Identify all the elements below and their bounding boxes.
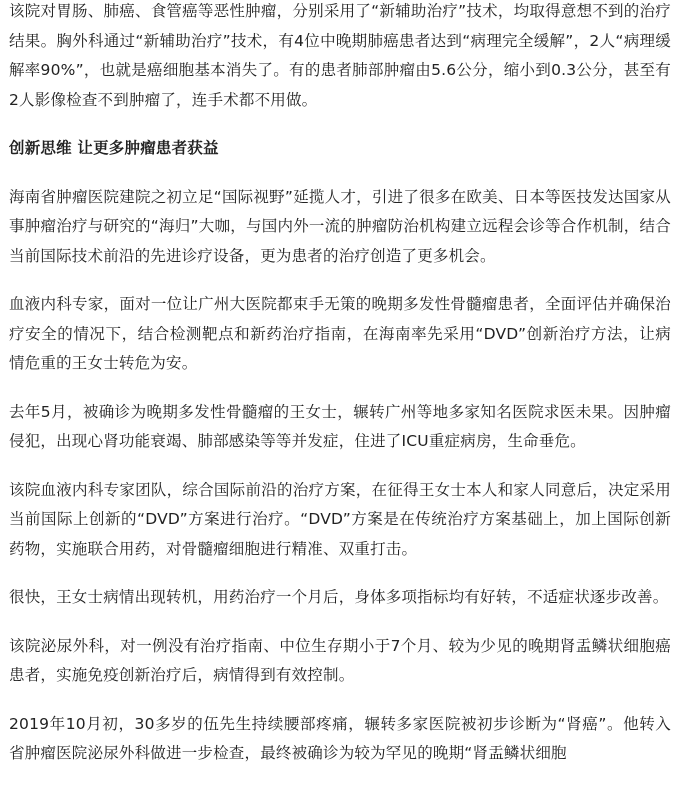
paragraph-treatment-plan: 该院血液内科专家团队，综合国际前沿的治疗方案，在征得王女士本人和家人同意后，决定采用当前国际上创新的“DVD”方案进行治疗。“DVD”方案是在传统治疗方案基础上，加上国际创新药物，实施联合用药，对骨髓瘤细胞进行精准、双重打击。	[9, 480, 671, 558]
paragraph-case-wu: 2019年10月初，30多岁的伍先生持续腰部疼痛，辗转多家医院被初步诊断为“肾癌”。他转入省肿瘤医院泌尿外科做进一步检查，最终被确诊为较为罕见的晚期“肾盂鳞状细胞	[9, 714, 671, 762]
section-heading: 创新思维 让更多肿瘤患者获益	[9, 139, 219, 157]
paragraph-patient-history: 去年5月，被确诊为晚期多发性骨髓瘤的王女士，辗转广州等地多家知名医院求医未果。因肿瘤侵犯，出现心肾功能衰竭、肺部感染等等并发症，住进了ICU重症病房，生命垂危。	[9, 402, 671, 450]
article-body	[9, 0, 671, 788]
paragraph-neoadjuvant-results: 该院对胃肠、肺癌、食管癌等恶性肿瘤，分别采用了“新辅助治疗”技术，均取得意想不到的治疗结果。胸外科通过“新辅助治疗”技术，有4位中晚期肺癌患者达到“病理完全缓解”，2人“病理缓解率90%”，也就是癌细胞基本消失了。有的患者肺部肿瘤由5.6公分，缩小到0.3公分，甚至有2人影像检查不到肿瘤了，连手术都不用做。	[9, 2, 671, 109]
paragraph-hematology-dvd: 血液内科专家，面对一位让广州大医院都束手无策的晚期多发性骨髓瘤患者，全面评估并确保治疗安全的情况下，结合检测靶点和新药治疗指南，在海南率先采用“DVD”创新治疗方法，让病情危重的王女士转危为安。	[9, 295, 671, 372]
paragraph-urology: 该院泌尿外科，对一例没有治疗指南、中位生存期小于7个月、较为少见的晚期肾盂鳞状细胞癌患者，实施免疫创新治疗后，病情得到有效控制。	[9, 636, 671, 684]
paragraph-recovery: 很快，王女士病情出现转机，用药治疗一个月后，身体多项指标均有好转，不适症状逐步改善。	[9, 588, 669, 606]
paragraph-international-talent: 海南省肿瘤医院建院之初立足“国际视野”延揽人才，引进了很多在欧美、日本等医技发达国家从事肿瘤治疗与研究的“海归”大咖，与国内外一流的肿瘤防治机构建立远程会诊等合作机制，结合当前国际技术前沿的先进诊疗设备，更为患者的治疗创造了更多机会。	[9, 187, 671, 265]
